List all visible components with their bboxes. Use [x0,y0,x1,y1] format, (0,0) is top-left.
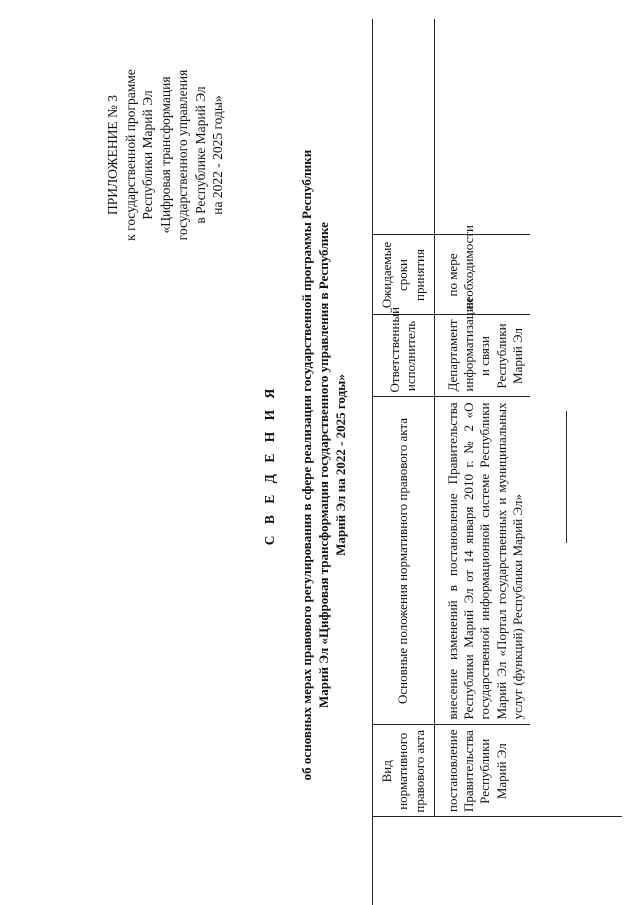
header-main-provisions: Основные положения нормативного правового акта [373,397,435,725]
subtitle-line: об основных мерах правового регулирования в сфере реализации государственной программы Республики [299,149,314,781]
cell-act-type: постановление Правительства Республики Марий Эл [434,725,530,817]
closing-rule [566,411,567,543]
cell-spacer [434,19,530,235]
appendix-line: государственного управления [175,69,190,241]
appendix-line: Республики Марий Эл [140,90,155,220]
document-subtitle [298,65,349,865]
table-header-row [373,19,435,817]
document-heading [260,65,349,865]
appendix-line: к государственной программе [122,69,138,241]
appendix-block [104,25,227,285]
header-act-type: Вид нормативного правового акта [373,725,435,817]
table-row [434,19,530,817]
cell-main-provisions: внесение изменений в постановление Правительства Республики Марий Эл от 14 января 2010 г. № 2 «О государственной информационной системе Республики Марий Эл «Портал государственных и муниципальных услуг (функций) Республики Марий Эл» [434,397,530,725]
cell-term: по мере необходимости [434,235,530,315]
document-title: С В Е Д Е Н И Я [262,384,277,546]
measures-table [372,19,530,817]
header-executor: Ответственный исполнитель [373,315,435,397]
table-left-stub [372,817,373,905]
appendix-line: в Республике Марий Эл [192,86,208,224]
header-spacer [373,19,435,235]
appendix-number: ПРИЛОЖЕНИЕ № 3 [105,94,120,216]
appendix-line: «Цифровая трансформация [157,76,173,234]
header-term: Ожидаемые сроки принятия [373,235,435,315]
subtitle-line: Марий Эл на 2022 - 2025 годы» [333,374,348,556]
subtitle-line: Марий Эл «Цифровая трансформация государственного управления в Республике [316,222,331,708]
appendix-line: на 2022 - 2025 годы» [210,95,225,215]
cell-executor: Департамент информатизации и связи Республики Марий Эл [434,315,530,397]
